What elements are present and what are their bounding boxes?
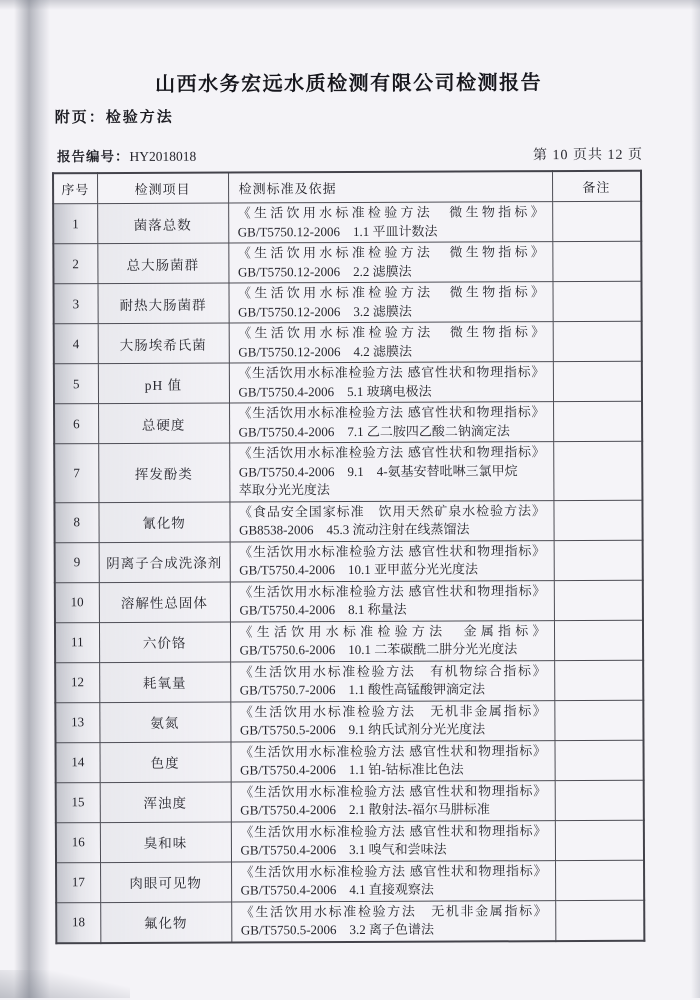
row-remark bbox=[554, 580, 643, 620]
header-no: 序号 bbox=[53, 173, 97, 204]
standard-title-line: 《生活饮用水标准检验方法 感官性状和物理指标》 bbox=[240, 742, 547, 759]
table-row bbox=[56, 780, 644, 823]
row-standard bbox=[230, 540, 554, 581]
report-number-value: HY2018018 bbox=[129, 148, 197, 164]
standard-title-line: 《生活饮用水标准检验方法 微生物指标》 bbox=[237, 244, 544, 261]
standard-method-line: GB/T5750.7-2006 1.1 酸性高锰酸钾滴定法 bbox=[239, 681, 486, 698]
row-remark bbox=[553, 321, 642, 361]
standard-method-line: GB/T5750.4-2006 2.1 散射法-福尔马肼标准 bbox=[240, 801, 490, 818]
row-remark bbox=[552, 281, 641, 321]
row-item: 六价铬 bbox=[99, 622, 230, 663]
row-no: 16 bbox=[56, 822, 100, 862]
row-standard bbox=[229, 362, 553, 403]
row-item: 氟化物 bbox=[100, 902, 231, 943]
standard-method-line: GB/T5750.4-2006 9.1 4-氨基安替吡啉三氯甲烷 bbox=[238, 462, 518, 479]
row-remark bbox=[554, 660, 643, 700]
standard-title-line: 《生活饮用水标准检验方法 无机非金属指标》 bbox=[239, 702, 546, 719]
attachment-label: 附页：检验方法 bbox=[54, 109, 174, 127]
standard-title-line: 《生活饮用水标准检验方法 感官性状和物理指标》 bbox=[240, 782, 547, 799]
row-standard bbox=[229, 500, 553, 541]
row-item: 氰化物 bbox=[98, 502, 229, 543]
standard-method-line: GB/T5750.5-2006 9.1 纳氏试剂分光光度法 bbox=[239, 721, 486, 738]
table-row bbox=[54, 500, 642, 543]
row-no: 17 bbox=[56, 862, 100, 902]
row-remark bbox=[553, 500, 642, 540]
table-row bbox=[56, 820, 644, 863]
report-title: 山西水务宏远水质检测有限公司检测报告 bbox=[155, 72, 543, 96]
methods-table-wrap bbox=[52, 170, 643, 944]
table-row bbox=[53, 241, 641, 284]
table-row bbox=[56, 860, 644, 903]
row-standard bbox=[230, 660, 554, 701]
row-item: 氨氮 bbox=[99, 702, 230, 743]
standard-title-line: 《食品安全国家标准 饮用天然矿泉水检验方法》 bbox=[238, 502, 546, 519]
report-number-label: 报告编号： bbox=[56, 148, 130, 165]
row-remark bbox=[554, 700, 643, 740]
table-row bbox=[55, 700, 643, 743]
table-row bbox=[56, 900, 644, 943]
standard-method-line: GB/T5750.4-2006 1.1 铂-钴标准比色法 bbox=[240, 761, 464, 778]
standard-title-line: 《生活饮用水标准检验方法 微生物指标》 bbox=[237, 204, 544, 221]
row-item: 浑浊度 bbox=[100, 782, 231, 823]
table-row bbox=[54, 401, 642, 444]
standard-method-line: GB/T5750.4-2006 3.1 嗅气和尝味法 bbox=[240, 841, 447, 858]
row-standard bbox=[231, 820, 555, 861]
row-remark bbox=[553, 441, 642, 500]
row-remark bbox=[555, 780, 644, 820]
row-remark bbox=[554, 540, 643, 580]
standard-method-line: GB/T5750.4-2006 8.1 称量法 bbox=[239, 601, 407, 618]
row-no: 3 bbox=[53, 284, 97, 324]
table-row bbox=[55, 620, 643, 663]
row-no: 9 bbox=[55, 542, 99, 582]
row-standard bbox=[231, 780, 555, 821]
row-no: 7 bbox=[54, 444, 98, 503]
standard-method-line: GB/T5750.4-2006 5.1 玻璃电极法 bbox=[238, 383, 432, 399]
row-item: 色度 bbox=[99, 742, 230, 783]
header-standard: 检测标准及依据 bbox=[228, 171, 552, 203]
row-remark bbox=[553, 361, 642, 401]
standard-title-line: 《生活饮用水标准检验方法 感官性状和物理指标》 bbox=[238, 444, 545, 461]
standard-title-line: 《生活饮用水标准检验方法 感官性状和物理指标》 bbox=[239, 582, 546, 599]
standard-method-line: GB8538-2006 45.3 流动注射在线蒸馏法 bbox=[239, 521, 470, 538]
row-no: 8 bbox=[54, 502, 98, 542]
row-item: 溶解性总固体 bbox=[99, 582, 230, 623]
row-item: 耐热大肠菌群 bbox=[97, 283, 228, 324]
standard-title-line: 《生活饮用水标准检验方法 感官性状和物理指标》 bbox=[240, 862, 547, 879]
header-remark: 备注 bbox=[552, 171, 641, 202]
table-row bbox=[54, 361, 642, 404]
row-item: 总硬度 bbox=[98, 403, 229, 444]
table-row bbox=[53, 201, 641, 244]
standard-title-line: 《生活饮用水标准检验方法 金属指标》 bbox=[239, 622, 546, 639]
row-standard bbox=[231, 900, 555, 942]
report-meta-row bbox=[57, 143, 643, 167]
table-row bbox=[55, 740, 643, 783]
row-no: 13 bbox=[55, 702, 99, 742]
row-no: 10 bbox=[55, 582, 99, 622]
row-standard bbox=[230, 700, 554, 741]
row-no: 1 bbox=[53, 204, 97, 244]
standard-method-line: GB/T5750.4-2006 4.1 直接观察法 bbox=[240, 881, 434, 898]
row-item: 菌落总数 bbox=[97, 203, 228, 244]
row-item: 肉眼可见物 bbox=[100, 862, 231, 903]
row-standard bbox=[229, 402, 553, 443]
standard-method-line: GB/T5750.4-2006 7.1 乙二胺四乙酸二钠滴定法 bbox=[238, 422, 510, 439]
row-no: 6 bbox=[54, 404, 98, 444]
standard-title-line: 《生活饮用水标准检验方法 感官性状和物理指标》 bbox=[240, 822, 547, 839]
row-standard bbox=[230, 740, 554, 781]
standard-method-line: GB/T5750.12-2006 2.2 滤膜法 bbox=[237, 263, 412, 279]
standard-method-line: GB/T5750.12-2006 4.2 滤膜法 bbox=[238, 343, 413, 359]
standard-title-line: 《生活饮用水标准检验方法 微生物指标》 bbox=[238, 284, 545, 301]
row-item: 总大肠菌群 bbox=[97, 243, 228, 284]
row-standard bbox=[228, 242, 552, 283]
row-standard bbox=[230, 620, 554, 661]
standard-title-line: 《生活饮用水标准检验方法 微生物指标》 bbox=[238, 324, 545, 341]
standard-method-line: GB/T5750.12-2006 1.1 平皿计数法 bbox=[237, 223, 438, 239]
standard-method-line: GB/T5750.12-2006 3.2 滤膜法 bbox=[238, 303, 412, 319]
header-item: 检测项目 bbox=[97, 173, 228, 204]
row-no: 14 bbox=[55, 742, 99, 782]
row-no: 12 bbox=[55, 662, 99, 702]
row-remark bbox=[555, 820, 644, 860]
row-item: 阴离子合成洗涤剂 bbox=[99, 542, 230, 583]
row-no: 11 bbox=[55, 622, 99, 662]
methods-table bbox=[52, 170, 645, 944]
table-row bbox=[55, 540, 643, 583]
standard-title-line: 《生活饮用水标准检验方法 无机非金属指标》 bbox=[240, 902, 547, 919]
table-row bbox=[54, 321, 642, 364]
table-row bbox=[55, 580, 643, 623]
row-remark bbox=[555, 900, 644, 941]
standard-title-line: 《生活饮用水标准检验方法 感官性状和物理指标》 bbox=[239, 542, 546, 559]
row-no: 5 bbox=[54, 364, 98, 404]
row-no: 18 bbox=[56, 902, 100, 943]
row-remark bbox=[552, 201, 641, 241]
row-remark bbox=[554, 620, 643, 660]
row-standard bbox=[228, 282, 552, 323]
row-remark bbox=[552, 241, 641, 281]
standard-method-line: GB/T5750.6-2006 10.1 二苯碳酰二肼分光光度法 bbox=[239, 641, 518, 658]
row-remark bbox=[555, 860, 644, 900]
standard-title-line: 《生活饮用水标准检验方法 有机物综合指标》 bbox=[239, 662, 546, 679]
standard-title-line: 《生活饮用水标准检验方法 感官性状和物理指标》 bbox=[238, 364, 545, 381]
row-remark bbox=[554, 740, 643, 780]
row-remark bbox=[553, 401, 642, 441]
row-no: 4 bbox=[54, 324, 98, 364]
table-row bbox=[54, 441, 642, 502]
row-item: 挥发酚类 bbox=[98, 443, 229, 502]
standard-title-line: 《生活饮用水标准检验方法 感官性状和物理指标》 bbox=[238, 404, 545, 421]
table-row bbox=[53, 281, 641, 324]
row-standard bbox=[231, 860, 555, 901]
table-row bbox=[55, 660, 643, 703]
row-no: 2 bbox=[53, 244, 97, 284]
row-standard bbox=[229, 442, 553, 502]
row-standard bbox=[229, 322, 553, 363]
row-standard bbox=[230, 580, 554, 621]
row-item: 臭和味 bbox=[100, 822, 231, 863]
standard-method-line: 萃取分光光度法 bbox=[238, 482, 330, 498]
report-number bbox=[57, 145, 196, 166]
row-item: 耗氧量 bbox=[99, 662, 230, 703]
standard-method-line: GB/T5750.4-2006 10.1 亚甲蓝分光光度法 bbox=[239, 561, 478, 578]
page-indicator: 第 10 页共 12 页 bbox=[532, 147, 643, 164]
row-standard bbox=[228, 202, 552, 243]
row-item: 大肠埃希氏菌 bbox=[98, 323, 229, 364]
row-no: 15 bbox=[56, 782, 100, 822]
row-item: pH 值 bbox=[98, 363, 229, 404]
standard-method-line: GB/T5750.5-2006 3.2 离子色谱法 bbox=[240, 921, 435, 938]
methods-table-body bbox=[53, 201, 644, 943]
table-header-row bbox=[53, 171, 641, 204]
